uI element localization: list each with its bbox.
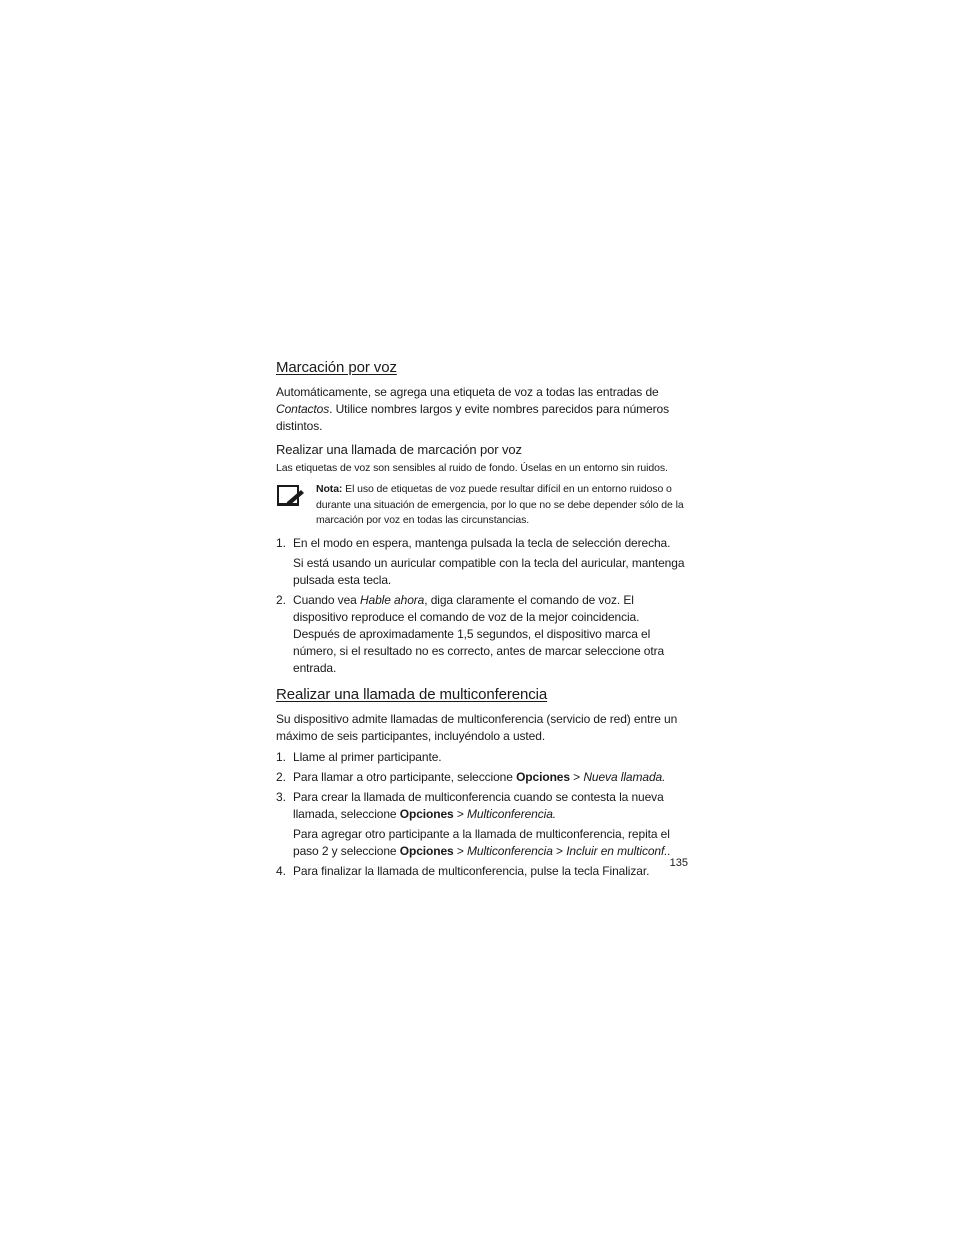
manual-page [276,358,688,883]
list-item: 2. Cuando vea Hable ahora, diga claramente el comando de voz. El dispositivo reproduce el comando de voz de la mejor coincidencia. Después de aproximadamente 1,5 segundos, el dispositivo marca el número, si el resultado no es correcto, antes de marcar seleccione otra entrada. [276,592,665,675]
voice-dialing-steps [276,535,688,677]
note-text: Nota: El uso de etiquetas de voz puede resultar difícil en un entorno ruidoso o durante una situación de emergencia, por lo que no se debe depender sólo de la marcación por voz en todas las circunstancias. [316,483,684,526]
conference-intro: Su dispositivo admite llamadas de multiconferencia (servicio de red) entre un máximo de seis participantes, incluyéndolo a usted. [276,711,678,743]
conference-section [276,685,688,880]
list-item: 1. Llame al primer participante. [276,749,442,764]
note-block [276,482,688,529]
list-item: 1. En el modo en espera, mantenga pulsada la tecla de selección derecha. Si está usando un auricular compatible con la tecla del auricular, mantenga pulsada esta tecla. [276,535,685,587]
list-item: 3. Para crear la llamada de multiconferencia cuando se contesta la nueva llamada, seleccione Opciones > Multiconferencia. Para agregar otro participante a la llamada de multiconferencia, repita el paso 2 y seleccione Opciones > Multiconferencia > Incluir en multiconf.. [276,789,671,858]
conference-steps [276,749,688,880]
note-pen-icon [277,485,305,507]
page-number: 135 [669,857,688,869]
list-item: 2. Para llamar a otro participante, seleccione Opciones > Nueva llamada. [276,769,666,784]
section-heading-conference: Realizar una llamada de multiconferencia [276,685,548,703]
voice-tag-hint: Las etiquetas de voz son sensibles al ruido de fondo. Úselas en un entorno sin ruidos. [276,462,668,474]
list-item: 4. Para finalizar la llamada de multiconferencia, pulse la tecla Finalizar. [276,863,650,878]
subheading-voice-call: Realizar una llamada de marcación por voz [276,442,522,457]
section-heading-voice-dialing: Marcación por voz [276,359,397,376]
voice-dialing-intro: Automáticamente, se agrega una etiqueta de voz a todas las entradas de Contactos. Utilice nombres largos y evite nombres parecidos para números distintos. [276,385,669,433]
